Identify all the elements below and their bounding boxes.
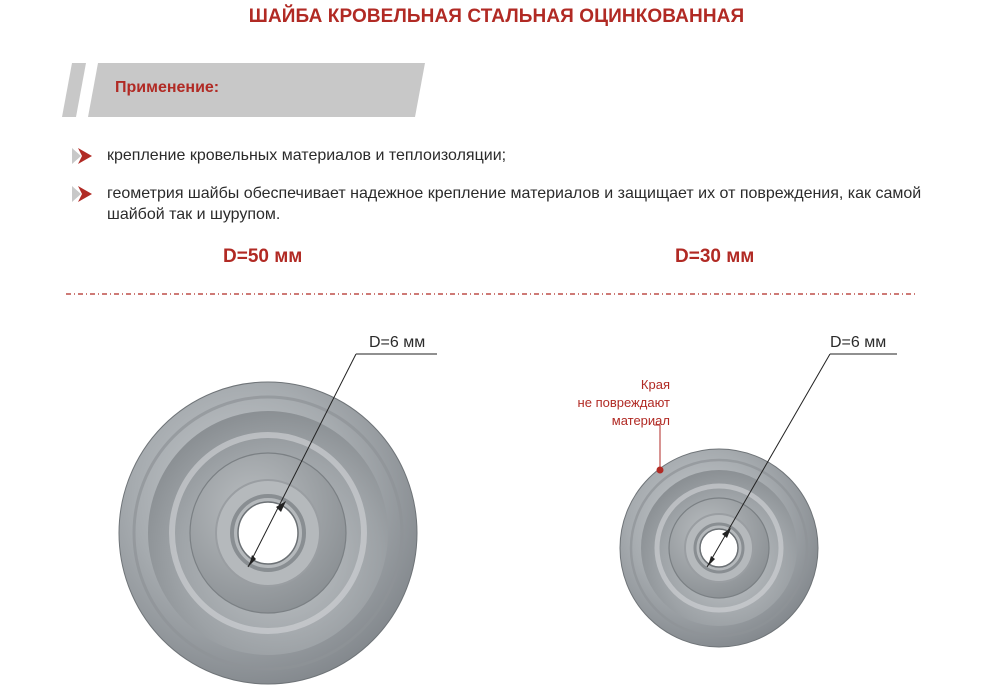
edge-note-line: не повреждают — [577, 395, 670, 410]
hole-label-small: D=6 мм — [830, 334, 887, 351]
size-label-large: D=50 мм — [223, 246, 303, 267]
edge-callout — [654, 425, 664, 474]
edge-note-line: Края — [640, 377, 670, 392]
hole-label-large: D=6 мм — [369, 334, 426, 351]
size-label-small: D=30 мм — [675, 246, 755, 267]
edge-marker-dot — [657, 467, 664, 474]
washer-large — [119, 382, 417, 684]
edge-note — [520, 376, 670, 430]
list-item-text: геометрия шайбы обеспечивает надежное крепление материалов и защищает их от повреждения, как самой шайбой так и шурупом. — [107, 185, 922, 223]
edge-note-line: материал — [611, 413, 670, 428]
list-item-text: крепление кровельных материалов и теплоизоляции; — [107, 147, 507, 164]
washer-small — [620, 449, 818, 647]
application-label: Применение: — [115, 79, 220, 96]
page-title: ШАЙБА КРОВЕЛЬНАЯ СТАЛЬНАЯ ОЦИНКОВАННАЯ — [248, 6, 745, 27]
